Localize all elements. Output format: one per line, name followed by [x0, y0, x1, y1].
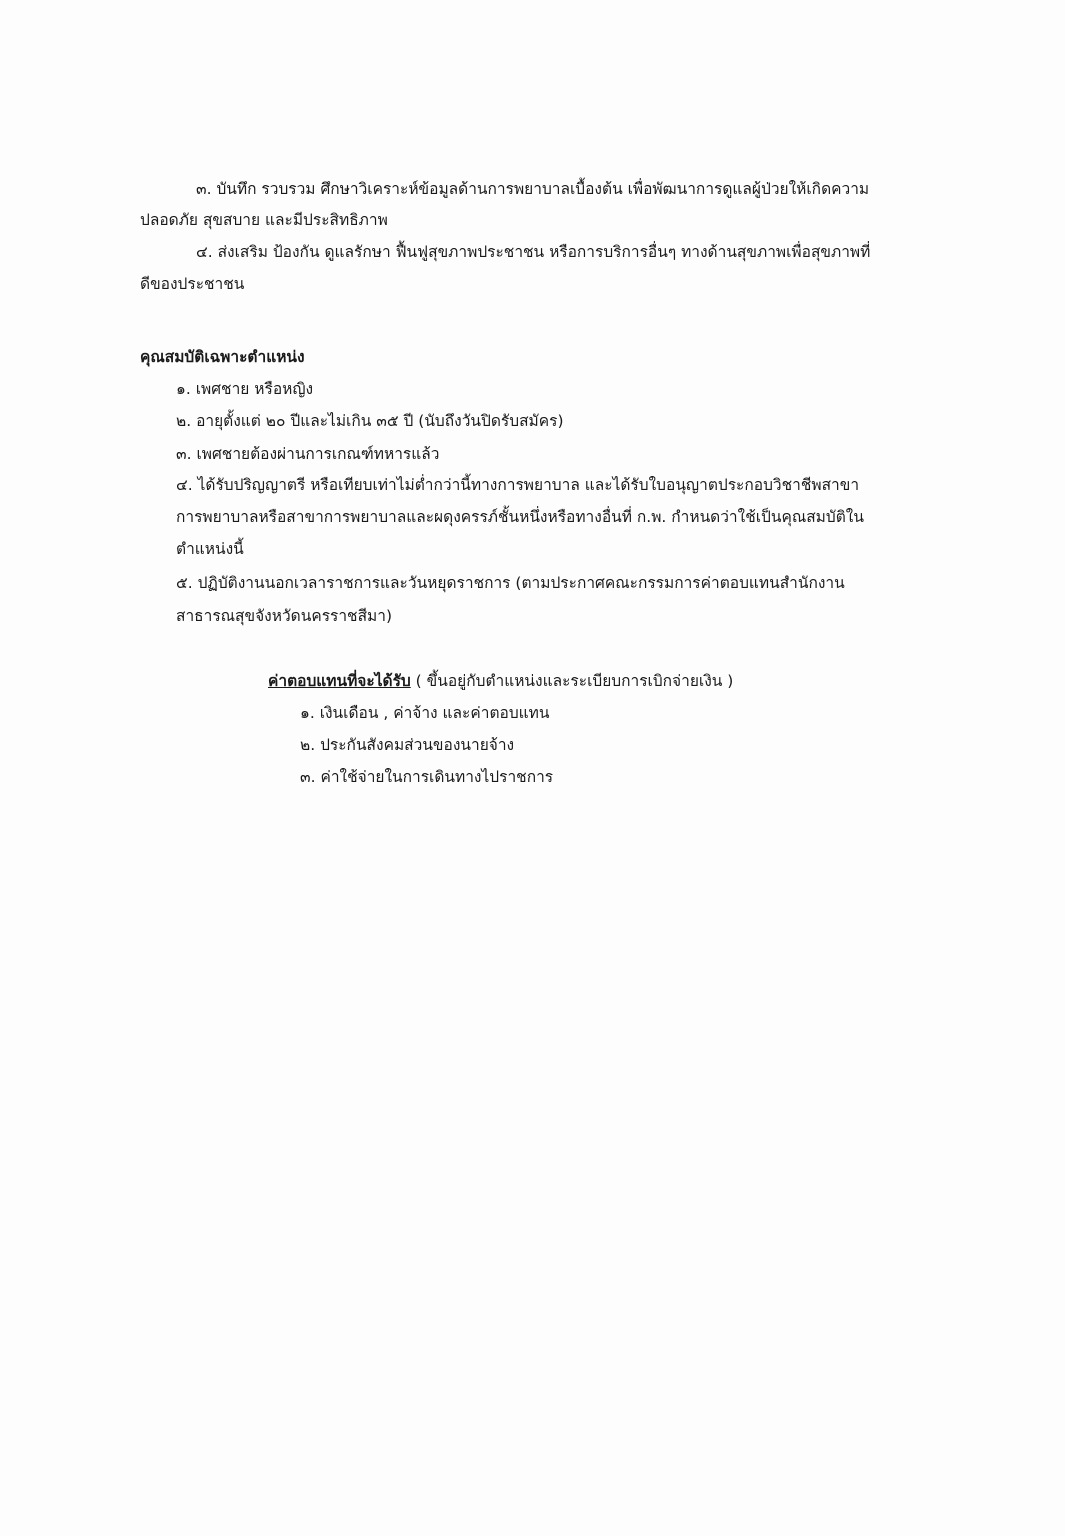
compensation-heading-row — [268, 670, 733, 692]
qualification-item-4-line-1: ๔. ได้รับปริญญาตรี หรือเทียบเท่าไม่ต่ำกว่านี้ทางการพยาบาล และได้รับใบอนุญาตประกอบวิชาชีพสาขา — [176, 476, 860, 494]
qualification-item-1: ๑. เพศชาย หรือหญิง — [176, 380, 314, 398]
duty-item-4-line-2: ดีของประชาชน — [140, 275, 245, 293]
qualification-item-4-line-3: ตำแหน่งนี้ — [176, 540, 244, 558]
duty-item-3-line-2: ปลอดภัย สุขสบาย และมีประสิทธิภาพ — [140, 211, 388, 229]
qualification-item-5-line-2: สาธารณสุขจังหวัดนครราชสีมา) — [176, 607, 392, 625]
qualification-item-3: ๓. เพศชายต้องผ่านการเกณฑ์ทหารแล้ว — [176, 445, 440, 463]
duty-item-3-line-1: ๓. บันทึก รวบรวม ศึกษาวิเคราะห์ข้อมูลด้านการพยาบาลเบื้องต้น เพื่อพัฒนาการดูแลผู้ป่วยให้เกิดความ — [196, 180, 870, 198]
compensation-item-3: ๓. ค่าใช้จ่ายในการเดินทางไปราชการ — [300, 768, 554, 786]
duty-item-4-line-1: ๔. ส่งเสริม ป้องกัน ดูแลรักษา ฟื้นฟูสุขภาพประชาชน หรือการบริการอื่นๆ ทางด้านสุขภาพเพื่อสุขภาพที่ — [196, 243, 871, 261]
qualification-item-2: ๒. อายุตั้งแต่ ๒๐ ปีและไม่เกิน ๓๕ ปี (นับถึงวันปิดรับสมัคร) — [176, 412, 564, 430]
qualifications-heading: คุณสมบัติเฉพาะตำแหน่ง — [140, 348, 305, 366]
qualification-item-5-line-1: ๕. ปฏิบัติงานนอกเวลาราชการและวันหยุดราชการ (ตามประกาศคณะกรรมการค่าตอบแทนสำนักงาน — [176, 574, 845, 592]
compensation-heading-note: ( ขึ้นอยู่กับตำแหน่งและระเบียบการเบิกจ่ายเงิน ) — [410, 672, 734, 690]
compensation-heading: ค่าตอบแทนที่จะได้รับ — [268, 672, 411, 690]
compensation-item-1: ๑. เงินเดือน , ค่าจ้าง และค่าตอบแทน — [300, 704, 550, 722]
compensation-item-2: ๒. ประกันสังคมส่วนของนายจ้าง — [300, 736, 515, 754]
qualification-item-4-line-2: การพยาบาลหรือสาขาการพยาบาลและผดุงครรภ์ชั้นหนึ่งหรือทางอื่นที่ ก.พ. กำหนดว่าใช้เป็นคุณสมบัติใน — [176, 508, 864, 526]
